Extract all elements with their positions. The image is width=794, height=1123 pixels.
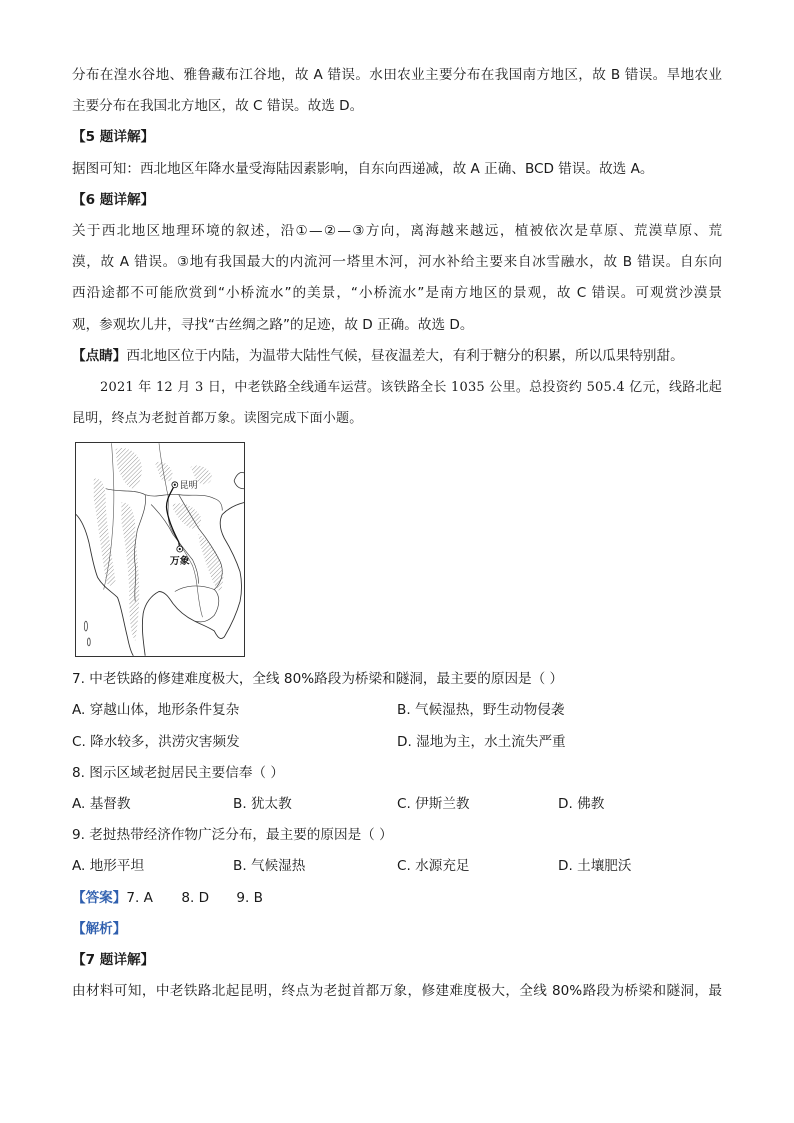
option-9c: C. 水源充足 [397, 858, 470, 875]
text-line: 据图可知：西北地区年降水量受海陆因素影响，自东向西递减，故 A 正确、BCD 错误。故选 A。 [72, 160, 654, 177]
map-svg [76, 443, 244, 656]
answer-item: 7. A [126, 889, 153, 906]
answer-line [72, 883, 722, 914]
question-stem-7: 7. 中老铁路的修建难度极大，全线 80%路段为桥梁和隧洞，最主要的原因是（ ） [72, 671, 564, 688]
city-label-kunming: 昆明 [179, 481, 198, 492]
option-7c: C. 降水较多，洪涝灾害频发 [72, 733, 240, 750]
section-heading-q6: 【6 题详解】 [72, 191, 155, 208]
answer-item: 8. D [181, 889, 210, 906]
option-9b: B. 气候湿热 [233, 858, 306, 875]
map-figure [75, 442, 245, 657]
question-stem-9: 9. 老挝热带经济作物广泛分布，最主要的原因是（ ） [72, 827, 393, 844]
option-8d: D. 佛教 [558, 795, 605, 812]
tip-line [72, 341, 722, 372]
option-9a: A. 地形平坦 [72, 858, 145, 875]
text-line: 主要分布在我国北方地区，故 C 错误。故选 D。 [72, 98, 364, 115]
option-8b: B. 犹太教 [233, 795, 292, 812]
section-heading-q7: 【7 题详解】 [72, 951, 155, 968]
option-7a: A. 穿越山体，地形条件复杂 [72, 702, 240, 719]
mountain-area-north [116, 448, 142, 489]
island-hainan [234, 472, 244, 488]
material-line: 昆明，终点为老挝首都万象。读图完成下面小题。 [72, 411, 363, 427]
question-stem-8: 8. 图示区域老挝居民主要信奉（ ） [72, 764, 284, 781]
border-cambodia [175, 586, 219, 622]
text-line: 关于西北地区地理环境的叙述，沿①—②—③方向，离海越来越远，植被依次是草原、荒漠草原、荒 [72, 222, 722, 239]
city-label-vientiane: 万象 [169, 555, 190, 567]
tip-text: 西北地区位于内陆，为温带大陆性气候，昼夜温差大，有利于糖分的积累，所以瓜果特别甜。 [126, 347, 684, 364]
answer-item: 9. B [236, 889, 263, 906]
option-7b: B. 气候湿热，野生动物侵袭 [397, 702, 565, 719]
answer-label: 【答案】 [72, 889, 127, 906]
option-8a: A. 基督教 [72, 795, 131, 812]
option-row [72, 695, 722, 726]
tip-label: 【点睛】 [72, 347, 127, 364]
material-line: 2021 年 12 月 3 日，中老铁路全线通车运营。该铁路全长 1035 公里。总投资约 505.4 亿元，线路北起 [100, 379, 722, 395]
option-row [72, 727, 722, 758]
option-row [72, 789, 722, 820]
page-content [72, 60, 722, 1007]
island-andaman-1 [84, 621, 87, 631]
analysis-label: 【解析】 [72, 920, 127, 937]
option-9d: D. 土壤肥沃 [558, 858, 632, 875]
text-line: 西沿途都不可能欣赏到“小桥流水”的美景，“小桥流水”是南方地区的景观，故 C 错误。可观赏沙漠景 [72, 285, 722, 302]
island-andaman-2 [87, 638, 90, 646]
city-marker-vientiane-dot [179, 548, 181, 550]
section-heading-q5: 【5 题详解】 [72, 129, 155, 146]
option-7d: D. 湿地为主，水土流失严重 [397, 733, 566, 750]
text-line: 漠，故 A 错误。③地有我国最大的内流河一塔里木河，河水补给主要来自冰雪融水，故 B 错误。自东向 [72, 254, 722, 271]
option-row [72, 851, 722, 882]
option-8c: C. 伊斯兰教 [397, 795, 470, 812]
mountain-area-central [121, 502, 139, 641]
text-line: 观，参观坎儿井，寻找“古丝绸之路”的足迹，故 D 正确。故选 D。 [72, 316, 474, 333]
city-marker-kunming-dot [174, 484, 176, 486]
text-line: 由材料可知，中老铁路北起昆明，终点为老挝首都万象，修建难度极大，全线 80%路段为桥梁和隧洞，最 [72, 983, 722, 1000]
text-line: 分布在湟水谷地、雅鲁藏布江谷地，故 A 错误。水田农业主要分布在我国南方地区，故 B 错误。旱地农业 [72, 67, 722, 83]
mountain-area-yunnan [155, 462, 173, 482]
